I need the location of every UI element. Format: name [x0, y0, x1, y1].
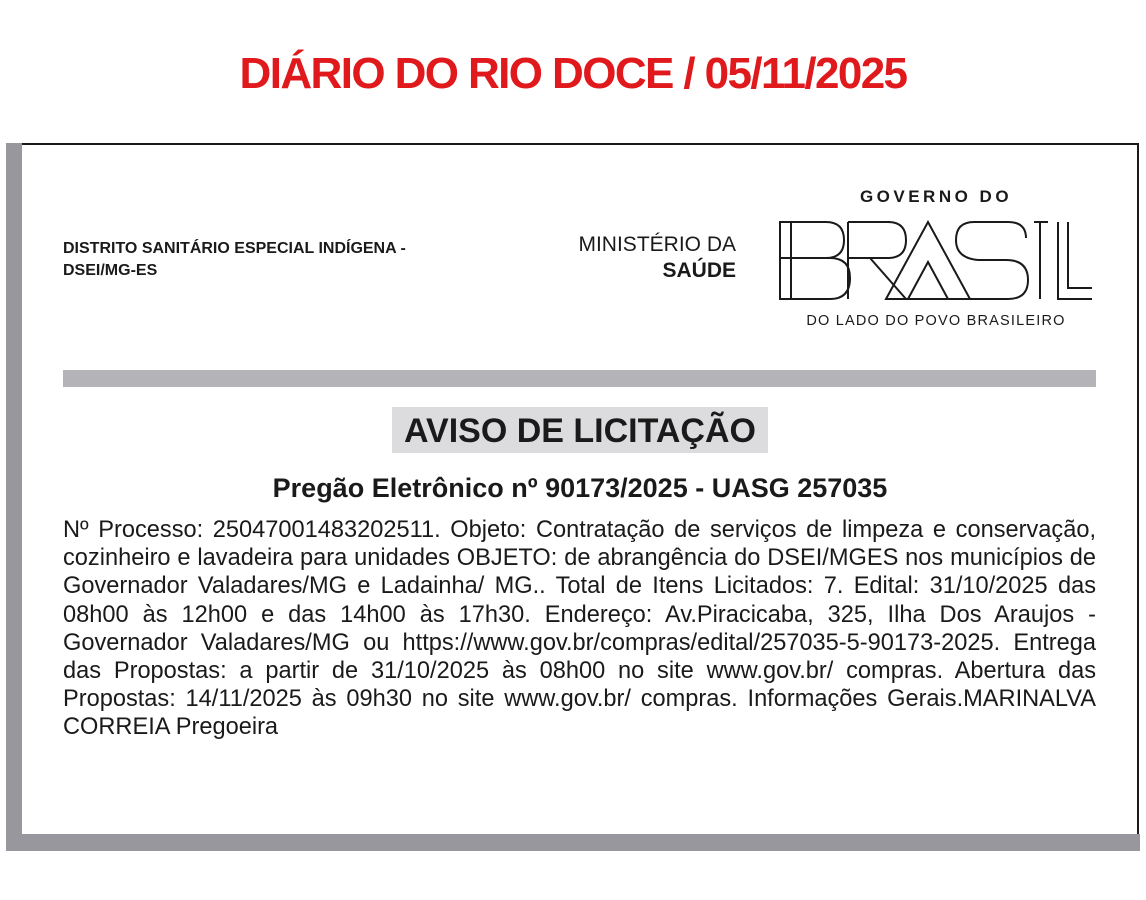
gov-logo-top-text: GOVERNO DO	[859, 187, 1013, 206]
organization-line-1: DISTRITO SANITÁRIO ESPECIAL INDÍGENA -	[63, 240, 406, 257]
frame-shadow-bottom	[6, 834, 1140, 851]
notice-subtitle: Pregão Eletrônico nº 90173/2025 - UASG 257035	[272, 473, 888, 503]
notice-title-wrap	[0, 407, 1146, 453]
ministry-line-1: MINISTÉRIO DA	[578, 233, 736, 256]
masthead-title: DIÁRIO DO RIO DOCE / 05/11/2025	[239, 49, 907, 98]
header-divider	[63, 370, 1096, 387]
notice-title: AVISO DE LICITAÇÃO	[392, 407, 768, 453]
notice-body: Nº Processo: 25047001483202511. Objeto: Contratação de serviços de limpeza e conservação, cozinheiro e lavadeira para unidades OBJETO: de abrangência do DSEI/MGES nos municípios de Governador Valadares/MG e Ladainha/ MG.. Total de Itens Licitados: 7. Edital: 31/10/2025 das 08h00 às 12h00 e das 14h00 às 17h30. Endereço: Av.Piracicaba, 325, Ilha Dos Araujos - Governador Valadares/MG ou https://www.gov.br/compras/edital/257035-5-90173-2025. Entrega das Propostas: a partir de 31/10/2025 às 08h00 no site www.gov.br/ compras. Abertura das Propostas: 14/11/2025 às 09h30 no site www.gov.br/ compras. Informações Gerais.MARINALVA CORREIA Pregoeira	[63, 517, 1096, 741]
organization-name	[63, 238, 406, 282]
ministry-name	[520, 232, 736, 284]
organization-line-2: DSEI/MG-ES	[63, 262, 158, 279]
brasil-logo	[778, 220, 1094, 302]
gov-logo-slogan: DO LADO DO POVO BRASILEIRO	[806, 313, 1066, 329]
ministry-line-2: SAÚDE	[662, 259, 736, 282]
